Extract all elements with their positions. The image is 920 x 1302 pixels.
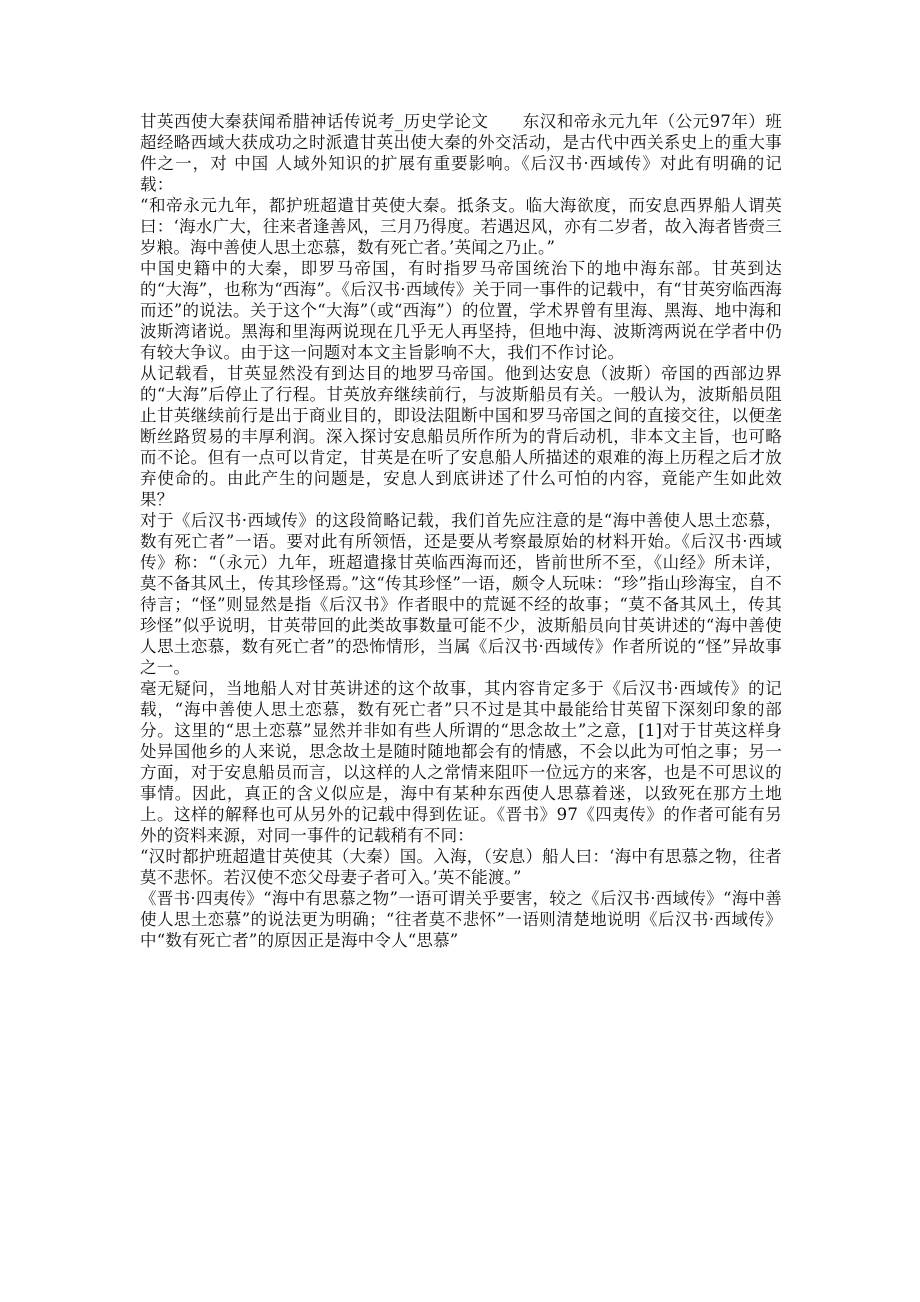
paragraph-text: 东汉和帝永元九年（公元97年）班超经略西域大获成功之时派遣甘英出使大秦的外交活动，是古代中西关系史上的重大事件之一，对 中国 人域外知识的扩展有重要影响。《后汉书·西域传》对此有明确的记载： bbox=[140, 112, 782, 194]
quote-paragraph: “和帝永元九年，都护班超遣甘英使大秦。抵条支。临大海欲度，而安息西界船人谓英曰：‘海水广大，往来者逢善风，三月乃得度。若遇迟风，亦有二岁者，故入海者皆赍三岁粮。海中善使人思土恋慕，数有死亡者。’英闻之乃止。” bbox=[140, 196, 782, 257]
document-title: 甘英西使大秦获闻希腊神话传说考_历史学论文 bbox=[140, 112, 489, 131]
quote-paragraph: “汉时都护班超遣甘英使其（大秦）国。入海，（安息）船人曰：‘海中有思慕之物，往者莫不悲怀。若汉使不恋父母妻子者可入。’英不能渡。” bbox=[140, 847, 782, 887]
document-body bbox=[140, 111, 782, 951]
paragraph: 中国史籍中的大秦，即罗马帝国，有时指罗马帝国统治下的地中海东部。甘英到达的“大海”，也称为“西海”。《后汉书·西域传》关于同一事件的记载中，有“甘英穷临西海而还”的说法。关于这个“大海”（或“西海”）的位置，学术界曾有里海、黑海、地中海和波斯湾诸说。黑海和里海两说现在几乎无人再坚持，但地中海、波斯湾两说在学者中仍有较大争议。由于这一问题对本文主旨影响不大，我们不作讨论。 bbox=[140, 259, 782, 362]
paragraph: 从记载看，甘英显然没有到达目的地罗马帝国。他到达安息（波斯）帝国的西部边界的“大海”后停止了行程。甘英放弃继续前行，与波斯船员有关。一般认为，波斯船员阻止甘英继续前行是出于商业目的，即设法阻断中国和罗马帝国之间的直接交往，以便垄断丝路贸易的丰厚利润。深入探讨安息船员所作所为的背后动机，非本文主旨，也可略而不论。但有一点可以肯定，甘英是在听了安息船人所描述的艰难的海上历程之后才放弃使命的。由此产生的问题是，安息人到底讲述了什么可怕的内容，竟能产生如此效果？ bbox=[140, 364, 782, 509]
paragraph: 《晋书·四夷传》“海中有思慕之物”一语可谓关乎要害，较之《后汉书·西域传》“海中善使人思土恋慕”的说法更为明确；“往者莫不悲怀”一语则清楚地说明《后汉书·西域传》中“数有死亡者”的原因正是海中令人“思慕” bbox=[140, 889, 782, 950]
paragraph: 对于《后汉书·西域传》的这段简略记载，我们首先应注意的是“海中善使人思土恋慕，数有死亡者”一语。要对此有所领悟，还是要从考察最原始的材料开始。《后汉书·西域传》称：“（永元）九年，班超遣掾甘英临西海而还，皆前世所不至，《山经》所未详，莫不备其风土，传其珍怪焉。”这“传其珍怪”一语，颇令人玩味：“珍”指山珍海宝，自不待言；“怪”则显然是指《后汉书》作者眼中的荒诞不经的故事；“莫不备其风土，传其珍怪”似乎说明，甘英带回的此类故事数量可能不少，波斯船员向甘英讲述的“海中善使人思土恋慕，数有死亡者”的恐怖情形，当属《后汉书·西域传》作者所说的“怪”异故事之一。 bbox=[140, 511, 782, 677]
paragraph-1 bbox=[140, 111, 782, 195]
paragraph: 毫无疑问，当地船人对甘英讲述的这个故事，其内容肯定多于《后汉书·西域传》的记载，“海中善使人思土恋慕，数有死亡者”只不过是其中最能给甘英留下深刻印象的部分。这里的“思土恋慕”显然并非如有些人所谓的“思念故土”之意，[1]对于甘英这样身处异国他乡的人来说，思念故土是随时随地都会有的情感，不会以此为可怕之事；另一方面，对于安息船员而言，以这样的人之常情来阻吓一位远方的来客，也是不可思议的事情。因此，真正的含义似应是，海中有某种东西使人思慕着迷，以致死在那方土地上。这样的解释也可从另外的记载中得到佐证。《晋书》97《四夷传》的作者可能有另外的资料来源，对同一事件的记载稍有不同： bbox=[140, 679, 782, 845]
